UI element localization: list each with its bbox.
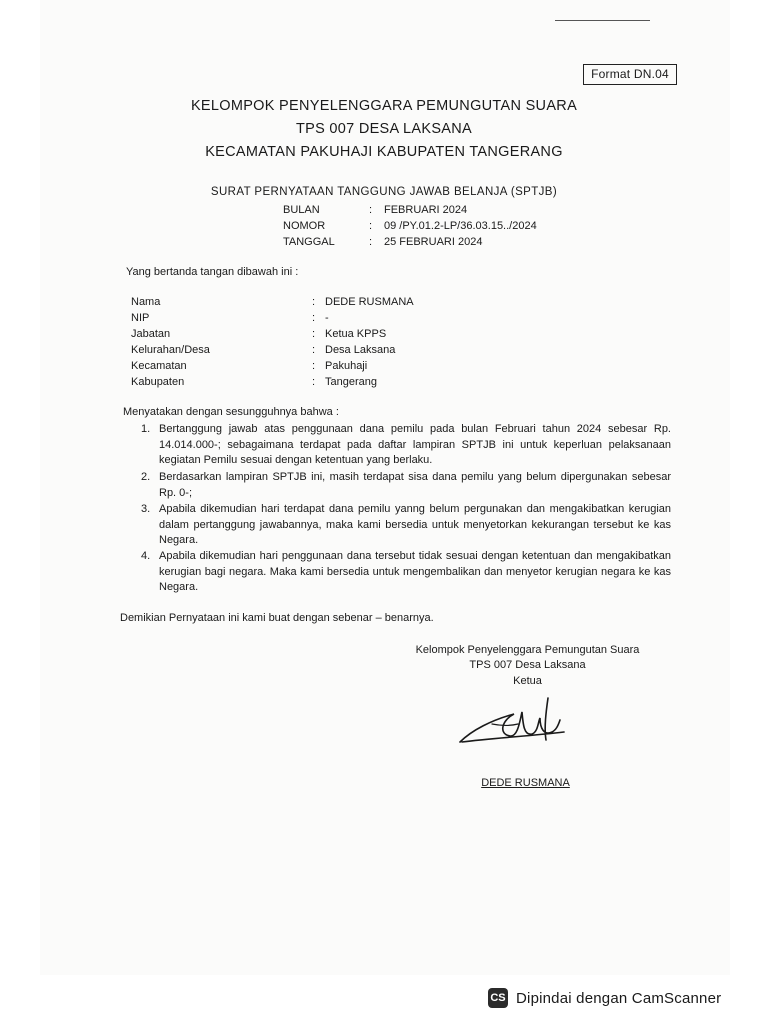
- header-line-2: TPS 007 DESA LAKSANA: [295, 121, 473, 137]
- scanner-label: Dipindai dengan CamScanner: [516, 989, 722, 1007]
- statement-intro: Menyatakan dengan sesungguhnya bahwa :: [123, 406, 339, 418]
- identity-row-nama: [131, 296, 531, 311]
- identity-row-nip: [131, 312, 531, 327]
- statement-item: [141, 470, 671, 502]
- meta-colon: :: [369, 204, 373, 216]
- header-line-1: KELOMPOK PENYELENGGARA PEMUNGUTAN SUARA: [190, 98, 578, 114]
- meta-colon: :: [369, 236, 373, 248]
- format-label: Format DN.04: [583, 64, 677, 85]
- meta-row-nomor: [0, 220, 768, 234]
- identity-key: Kabupaten: [131, 376, 185, 388]
- signatory-name: DEDE RUSMANA: [481, 777, 570, 789]
- identity-row-kabupaten: [131, 376, 531, 391]
- identity-colon: :: [312, 296, 316, 308]
- meta-value: 25 FEBRUARI 2024: [384, 236, 483, 248]
- identity-key: Jabatan: [131, 328, 171, 340]
- statement-number: 1.: [141, 423, 151, 435]
- identity-key: NIP: [131, 312, 150, 324]
- statement-item: [141, 502, 671, 550]
- meta-value: 09 /PY.01.2-LP/36.03.15../2024: [384, 220, 537, 232]
- meta-value: FEBRUARI 2024: [384, 204, 468, 216]
- signature-role: Ketua: [513, 675, 542, 687]
- identity-value: Ketua KPPS: [325, 328, 387, 340]
- intro-text: Yang bertanda tangan dibawah ini :: [126, 266, 299, 278]
- meta-row-tanggal: [0, 236, 768, 250]
- identity-value: DEDE RUSMANA: [325, 296, 414, 308]
- meta-colon: :: [369, 220, 373, 232]
- identity-colon: :: [312, 344, 316, 356]
- closing-text: Demikian Pernyataan ini kami buat dengan sebenar – benarnya.: [120, 612, 434, 624]
- statement-text: Berdasarkan lampiran SPTJB ini, masih terdapat sisa dana pemilu yang belum dipergunakan sebesar Rp. 0-;: [159, 471, 671, 499]
- identity-value: Desa Laksana: [325, 344, 396, 356]
- signature-org-line-1: Kelompok Penyelenggara Pemungutan Suara: [415, 644, 640, 656]
- meta-key: TANGGAL: [283, 236, 335, 248]
- meta-key: NOMOR: [283, 220, 326, 232]
- statement-number: 3.: [141, 503, 151, 515]
- identity-key: Kecamatan: [131, 360, 187, 372]
- identity-value: Pakuhaji: [325, 360, 368, 372]
- identity-colon: :: [312, 360, 316, 372]
- top-rule: [555, 20, 650, 21]
- statement-item: [141, 422, 671, 470]
- identity-row-kecamatan: [131, 360, 531, 375]
- statement-item: [141, 549, 671, 597]
- identity-value: Tangerang: [325, 376, 377, 388]
- statement-text: Apabila dikemudian hari terdapat dana pemilu yanng belum pergunakan dan mengakibatkan kerugian dalam pertanggung jawabannya, maka kami bersedia untuk menyetorkan kekurangan tersebut ke kas Negara.: [159, 503, 671, 546]
- signature-org-line-2: TPS 007 Desa Laksana: [469, 659, 586, 671]
- identity-key: Kelurahan/Desa: [131, 344, 210, 356]
- document-title: SURAT PERNYATAAN TANGGUNG JAWAB BELANJA (SPTJB): [210, 186, 558, 198]
- identity-row-desa: [131, 344, 531, 359]
- handwritten-signature: [452, 690, 572, 760]
- identity-colon: :: [312, 376, 316, 388]
- identity-key: Nama: [131, 296, 161, 308]
- statement-number: 4.: [141, 550, 151, 562]
- meta-row-bulan: [0, 204, 768, 218]
- header-line-3: KECAMATAN PAKUHAJI KABUPATEN TANGERANG: [205, 144, 563, 160]
- meta-key: BULAN: [283, 204, 320, 216]
- identity-value: -: [325, 312, 329, 324]
- statement-text: Apabila dikemudian hari penggunaan dana tersebut tidak sesuai dengan ketentuan dan mengakibatkan kerugian bagi negara. Maka kami bersedia untuk mengembalikan dan menyetor kerugian negara ke kas Negara.: [159, 550, 671, 593]
- camscanner-logo-icon: CS: [488, 988, 508, 1008]
- identity-colon: :: [312, 312, 316, 324]
- identity-row-jabatan: [131, 328, 531, 343]
- identity-colon: :: [312, 328, 316, 340]
- statement-number: 2.: [141, 471, 151, 483]
- scanner-watermark: [472, 981, 768, 1015]
- statement-text: Bertanggung jawab atas penggunaan dana pemilu pada bulan Februari tahun 2024 sebesar Rp. 14.014.000-; sebagaimana terdapat pada daftar lampiran SPTJB ini untuk keperluan pelaksanaan kegiatan Pemilu sesuai dengan ketentuan yang berlaku.: [159, 423, 671, 466]
